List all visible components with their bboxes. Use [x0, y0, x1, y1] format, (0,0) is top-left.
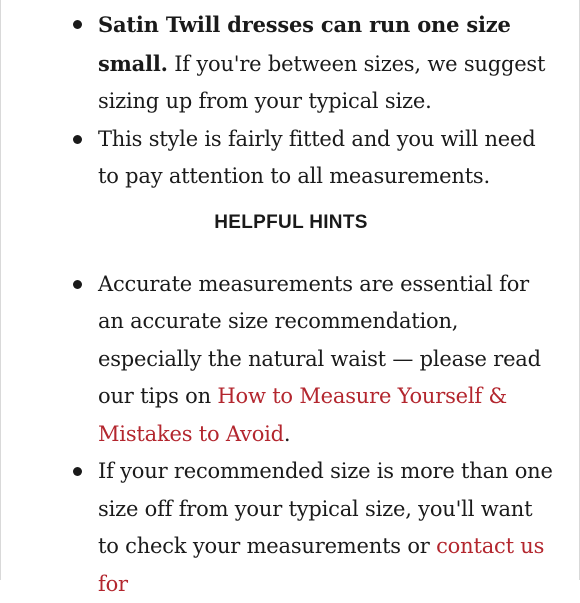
size-guide-content [1, 6, 579, 603]
fit-warning-bold: Satin Twill dresses can run one size small. [98, 12, 511, 76]
list-item [1, 453, 579, 603]
fitted-style-text: This style is fairly fitted and you will need to pay attention to all measurements. [98, 127, 535, 189]
list-item [1, 266, 579, 454]
list-item [1, 6, 579, 121]
bullet-icon [73, 280, 82, 289]
intro-bullet-list [1, 6, 579, 196]
contact-us-link[interactable]: contact us for [98, 534, 544, 596]
bullet-icon [73, 467, 82, 476]
bullet-icon [73, 135, 82, 144]
hints-bullet-list [1, 266, 579, 603]
size-off-tip-text: If your recommended size is more than one size off from your typical size, you'll want to check your measurements or [98, 459, 553, 558]
bullet-icon [73, 20, 82, 29]
list-item [1, 121, 579, 196]
how-to-measure-link[interactable]: How to Measure Yourself & Mistakes to Avoid [98, 384, 507, 446]
measurement-tip-end: . [284, 422, 290, 446]
measurement-tip-text: Accurate measurements are essential for an accurate size recommendation, especially the natural waist — please read our tips on [98, 272, 541, 409]
fit-warning-text: If you're between sizes, we suggest sizing up from your typical size. [98, 52, 545, 114]
helpful-hints-heading: HELPFUL HINTS [1, 212, 579, 234]
